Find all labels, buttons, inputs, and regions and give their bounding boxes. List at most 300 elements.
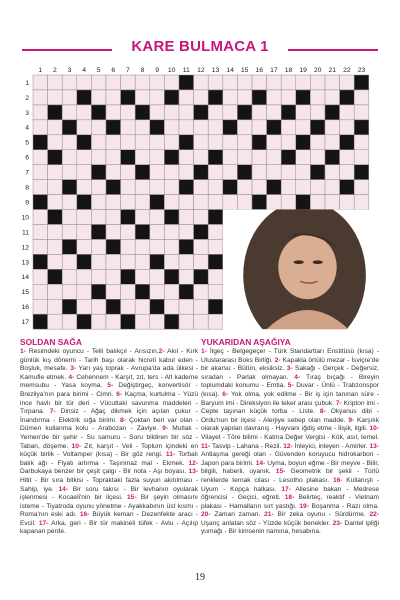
grid-cell[interactable]	[135, 120, 150, 135]
black-cell	[62, 180, 77, 195]
grid-cell[interactable]	[48, 299, 63, 314]
black-cell	[194, 105, 209, 120]
grid-cell[interactable]	[296, 75, 311, 90]
grid-cell[interactable]	[164, 75, 179, 90]
grid-cell[interactable]	[48, 254, 63, 269]
grid-cell[interactable]	[62, 90, 77, 105]
black-cell	[135, 105, 150, 120]
clue-number: 23-	[332, 519, 343, 527]
grid-cell[interactable]	[150, 284, 165, 299]
puzzle-title: KARE BULMACA 1	[131, 38, 269, 55]
grid-cell[interactable]	[325, 75, 340, 90]
grid-cell[interactable]	[48, 239, 63, 254]
grid-cell[interactable]	[310, 180, 325, 195]
row-number: 1	[25, 79, 29, 87]
grid-cell[interactable]	[223, 165, 238, 180]
grid-cell[interactable]	[208, 75, 223, 90]
grid-cell[interactable]	[340, 195, 355, 210]
col-number: 23	[357, 67, 366, 74]
grid-cell[interactable]	[91, 195, 106, 210]
grid-cell[interactable]	[267, 90, 282, 105]
grid-cell[interactable]	[62, 269, 77, 284]
clue-text: Geometrik bir şekil - Türlü renklerde ternak cilası - Lesotho plakası.	[201, 468, 379, 484]
grid-cell[interactable]	[150, 225, 165, 240]
col-number: 19	[299, 67, 307, 74]
grid-cell[interactable]	[252, 165, 267, 180]
clue-text: Vilayet - Töre bilimi - Katma Değer Vergisi - Kök, asıl, temel.	[201, 433, 379, 441]
grid-cell[interactable]	[179, 150, 194, 165]
grid-cell[interactable]	[135, 180, 150, 195]
grid-cell[interactable]	[121, 120, 136, 135]
grid-cell[interactable]	[33, 239, 48, 254]
grid-cell[interactable]	[150, 105, 165, 120]
grid-cell[interactable]	[223, 135, 238, 150]
down-heading: YUKARIDAN AŞAĞIYA	[201, 337, 291, 347]
grid-cell[interactable]	[164, 254, 179, 269]
grid-cell[interactable]	[281, 120, 296, 135]
grid-cell[interactable]	[179, 165, 194, 180]
grid-cell[interactable]	[164, 165, 179, 180]
black-cell	[223, 180, 238, 195]
grid-cell[interactable]	[91, 150, 106, 165]
grid-cell[interactable]	[179, 299, 194, 314]
grid-cell[interactable]	[296, 105, 311, 120]
grid-cell[interactable]	[340, 150, 355, 165]
grid-cell[interactable]	[252, 75, 267, 90]
clue-number: 15-	[127, 494, 137, 502]
grid-cell[interactable]	[135, 135, 150, 150]
grid-cell[interactable]	[106, 195, 121, 210]
black-cell	[252, 135, 267, 150]
grid-cell[interactable]	[340, 165, 355, 180]
grid-cell[interactable]	[135, 269, 150, 284]
grid-cell[interactable]	[354, 180, 369, 195]
clue-number: 3-	[286, 365, 293, 373]
grid-cell[interactable]	[310, 135, 325, 150]
grid-cell[interactable]	[296, 150, 311, 165]
grid-cell[interactable]	[48, 284, 63, 299]
grid-cell[interactable]	[164, 195, 179, 210]
grid-cell[interactable]	[150, 269, 165, 284]
grid-cell[interactable]	[150, 165, 165, 180]
grid-cell[interactable]	[208, 105, 223, 120]
grid-cell[interactable]	[194, 75, 209, 90]
row-number: 7	[25, 169, 29, 177]
grid-cell[interactable]	[77, 120, 92, 135]
grid-cell[interactable]	[208, 120, 223, 135]
grid-cell[interactable]	[194, 150, 209, 165]
clue-number: 15-	[275, 468, 286, 476]
grid-cell[interactable]	[223, 90, 238, 105]
grid-cell[interactable]	[208, 195, 223, 210]
black-cell	[340, 90, 355, 105]
black-cell	[296, 195, 311, 210]
grid-cell[interactable]	[77, 225, 92, 240]
grid-cell[interactable]	[237, 135, 252, 150]
black-cell	[354, 75, 369, 90]
clue-text: Zıt, karşıt - Veli - Toplum içindeki en küçük birlik - Voltamper (kısa) - Bir göz rengi.	[20, 442, 198, 459]
grid-cell[interactable]	[106, 105, 121, 120]
grid-cell[interactable]	[194, 195, 209, 210]
grid-cell[interactable]	[62, 75, 77, 90]
black-cell	[77, 135, 92, 150]
grid-cell[interactable]	[150, 314, 165, 329]
grid-cell[interactable]	[223, 195, 238, 210]
grid-cell[interactable]	[164, 299, 179, 314]
grid-cell[interactable]	[208, 314, 223, 329]
grid-cell[interactable]	[121, 239, 136, 254]
grid-cell[interactable]	[164, 225, 179, 240]
grid-cell[interactable]	[267, 75, 282, 90]
grid-cell[interactable]	[237, 75, 252, 90]
clue-number: 8-	[119, 416, 126, 424]
grid-cell[interactable]	[106, 210, 121, 225]
grid-cell[interactable]	[164, 284, 179, 299]
grid-cell[interactable]	[77, 210, 92, 225]
grid-cell[interactable]	[48, 195, 63, 210]
grid-cell[interactable]	[33, 150, 48, 165]
grid-cell[interactable]	[354, 135, 369, 150]
clue-number: 14-	[58, 485, 68, 493]
grid-cell[interactable]	[208, 269, 223, 284]
grid-cell[interactable]	[121, 225, 136, 240]
grid-cell[interactable]	[252, 180, 267, 195]
grid-cell[interactable]	[354, 195, 369, 210]
clue-text: Hitit - Bir sıra bitkisi - Topraktaki fazla suyun akıtılması - Sahip, iye.	[20, 476, 198, 493]
grid-cell[interactable]	[194, 284, 209, 299]
grid-cell[interactable]	[135, 314, 150, 329]
grid-cell[interactable]	[135, 299, 150, 314]
grid-cell[interactable]	[135, 239, 150, 254]
grid-cell[interactable]	[296, 120, 311, 135]
grid-cell[interactable]	[62, 210, 77, 225]
col-number: 14	[226, 67, 234, 74]
grid-cell[interactable]	[121, 195, 136, 210]
grid-cell[interactable]	[179, 120, 194, 135]
grid-cell[interactable]	[135, 150, 150, 165]
black-cell	[208, 90, 223, 105]
col-number: 4	[82, 67, 86, 74]
grid-cell[interactable]	[77, 75, 92, 90]
grid-cell[interactable]	[62, 165, 77, 180]
grid-cell[interactable]	[121, 75, 136, 90]
grid-cell[interactable]	[33, 299, 48, 314]
black-cell	[281, 105, 296, 120]
grid-cell[interactable]	[194, 299, 209, 314]
grid-cell[interactable]	[91, 299, 106, 314]
grid-cell[interactable]	[106, 90, 121, 105]
grid-cell[interactable]	[354, 90, 369, 105]
black-cell	[237, 105, 252, 120]
clue-text: Büyük keman - Dezenfekte aracı - Evcil.	[20, 511, 199, 527]
grid-cell[interactable]	[237, 150, 252, 165]
grid-cell[interactable]	[48, 90, 63, 105]
grid-cell[interactable]	[48, 120, 63, 135]
grid-cell[interactable]	[48, 225, 63, 240]
grid-cell[interactable]	[281, 90, 296, 105]
grid-cell[interactable]	[164, 135, 179, 150]
col-number: 13	[211, 67, 220, 74]
grid-cell[interactable]	[91, 254, 106, 269]
grid-cell[interactable]	[208, 225, 223, 240]
grid-cell[interactable]	[252, 150, 267, 165]
grid-cell[interactable]	[91, 120, 106, 135]
grid-cell[interactable]	[267, 105, 282, 120]
black-cell	[150, 299, 165, 314]
grid-cell[interactable]	[62, 150, 77, 165]
grid-cell[interactable]	[33, 120, 48, 135]
clue-number: 9-	[348, 416, 355, 424]
grid-cell[interactable]	[252, 120, 267, 135]
clue-number: 2-	[274, 356, 281, 364]
grid-cell[interactable]	[135, 254, 150, 269]
grid-cell[interactable]	[267, 150, 282, 165]
black-cell	[164, 314, 179, 329]
black-cell	[135, 165, 150, 180]
grid-cell[interactable]	[91, 314, 106, 329]
grid-cell[interactable]	[33, 269, 48, 284]
grid-cell[interactable]	[77, 239, 92, 254]
grid-cell[interactable]	[354, 150, 369, 165]
grid-cell[interactable]	[150, 180, 165, 195]
grid-cell[interactable]	[106, 135, 121, 150]
grid-cell[interactable]	[208, 135, 223, 150]
grid-cell[interactable]	[179, 269, 194, 284]
grid-cell[interactable]	[121, 180, 136, 195]
grid-cell[interactable]	[208, 165, 223, 180]
grid-cell[interactable]	[340, 75, 355, 90]
grid-cell[interactable]	[77, 150, 92, 165]
grid-cell[interactable]	[325, 195, 340, 210]
grid-cell[interactable]	[91, 90, 106, 105]
grid-cell[interactable]	[33, 210, 48, 225]
grid-cell[interactable]	[325, 135, 340, 150]
black-cell	[33, 195, 48, 210]
grid-cell[interactable]	[62, 254, 77, 269]
grid-cell[interactable]	[179, 225, 194, 240]
black-cell	[121, 210, 136, 225]
grid-cell[interactable]	[237, 90, 252, 105]
grid-cell[interactable]	[106, 225, 121, 240]
grid-cell[interactable]	[150, 150, 165, 165]
grid-cell[interactable]	[325, 165, 340, 180]
grid-cell[interactable]	[310, 90, 325, 105]
grid-cell[interactable]	[281, 195, 296, 210]
grid-cell[interactable]	[310, 75, 325, 90]
grid-cell[interactable]	[281, 75, 296, 90]
grid-cell[interactable]	[106, 254, 121, 269]
grid-cell[interactable]	[150, 135, 165, 150]
grid-cell[interactable]	[77, 299, 92, 314]
grid-cell[interactable]	[135, 90, 150, 105]
clue-text: Mutlak - Yemen'de bir şehir - Su samuru - Soru bildiren bir söz - Taban, döşeme.	[20, 425, 199, 450]
col-number: 16	[255, 67, 264, 74]
grid-cell[interactable]	[135, 195, 150, 210]
clue-text: Çoktan beri var olan - Dümen kullanma kolu - Arabozan - Zaviye.	[20, 416, 198, 433]
grid-cell[interactable]	[252, 105, 267, 120]
grid-cell[interactable]	[340, 105, 355, 120]
grid-cell[interactable]	[281, 165, 296, 180]
grid-cell[interactable]	[33, 284, 48, 299]
row-number: 17	[21, 319, 29, 327]
grid-cell[interactable]	[91, 180, 106, 195]
grid-cell[interactable]	[106, 269, 121, 284]
col-number: 12	[197, 67, 205, 74]
grid-cell[interactable]	[164, 180, 179, 195]
grid-cell[interactable]	[77, 284, 92, 299]
black-cell	[91, 105, 106, 120]
clue-text: Bir soru takısı - Bir levhanın oyularak işlenmesi - Kocaeli'nin bir ilçesi.	[20, 485, 199, 502]
grid-cell[interactable]	[33, 90, 48, 105]
grid-cell[interactable]	[194, 135, 209, 150]
grid-cell[interactable]	[237, 195, 252, 210]
clue-text: Okyanus dibi - Ordu'nun bir ilçesi - Alerjiye sebep olan madde.	[201, 408, 379, 424]
grid-cell[interactable]	[194, 314, 209, 329]
grid-cell[interactable]	[325, 90, 340, 105]
grid-cell[interactable]	[48, 180, 63, 195]
grid-cell[interactable]	[48, 165, 63, 180]
black-cell	[150, 120, 165, 135]
across-clue-list	[20, 348, 198, 537]
grid-cell[interactable]	[121, 135, 136, 150]
grid-cell[interactable]	[77, 269, 92, 284]
grid-cell[interactable]	[223, 105, 238, 120]
grid-cell[interactable]	[48, 135, 63, 150]
grid-cell[interactable]	[77, 180, 92, 195]
grid-cell[interactable]	[62, 105, 77, 120]
black-cell	[121, 150, 136, 165]
row-number: 11	[21, 229, 29, 237]
grid-cell[interactable]	[121, 299, 136, 314]
grid-cell[interactable]	[106, 314, 121, 329]
grid-cell[interactable]	[33, 180, 48, 195]
grid-cell[interactable]	[194, 254, 209, 269]
grid-cell[interactable]	[77, 165, 92, 180]
grid-cell[interactable]	[91, 210, 106, 225]
clue-text: Uyma, boyun eğme - Bir meyve - Bilir, bilgili, haberli, uyanık.	[201, 459, 379, 476]
grid-cell[interactable]	[150, 210, 165, 225]
grid-cell[interactable]	[325, 180, 340, 195]
grid-cell[interactable]	[48, 314, 63, 329]
grid-cell[interactable]	[150, 239, 165, 254]
row-number: 15	[21, 289, 29, 297]
grid-cell[interactable]	[91, 269, 106, 284]
grid-cell[interactable]	[135, 210, 150, 225]
clue-text: Bir zeka oyunu - Sürdürme.	[273, 511, 370, 519]
grid-cell[interactable]	[150, 75, 165, 90]
black-cell	[106, 180, 121, 195]
grid-cell[interactable]	[208, 284, 223, 299]
grid-cell[interactable]	[179, 254, 194, 269]
black-cell	[252, 90, 267, 105]
grid-cell[interactable]	[62, 284, 77, 299]
grid-cell[interactable]	[121, 105, 136, 120]
grid-cell[interactable]	[354, 105, 369, 120]
grid-cell[interactable]	[150, 90, 165, 105]
grid-cell[interactable]	[62, 195, 77, 210]
grid-cell[interactable]	[164, 239, 179, 254]
grid-cell[interactable]	[310, 150, 325, 165]
clue-number: 7-	[49, 408, 56, 416]
grid-cell[interactable]	[194, 239, 209, 254]
row-number: 16	[21, 304, 29, 312]
grid-cell[interactable]	[179, 314, 194, 329]
grid-cell[interactable]	[33, 105, 48, 120]
grid-cell[interactable]	[208, 239, 223, 254]
black-cell	[267, 120, 282, 135]
black-cell	[33, 314, 48, 329]
grid-cell[interactable]	[179, 90, 194, 105]
grid-cell[interactable]	[33, 165, 48, 180]
grid-cell[interactable]	[267, 135, 282, 150]
grid-cell[interactable]	[121, 254, 136, 269]
grid-cell[interactable]	[223, 150, 238, 165]
grid-cell[interactable]	[194, 210, 209, 225]
grid-cell[interactable]	[194, 180, 209, 195]
grid-cell[interactable]	[194, 90, 209, 105]
grid-cell[interactable]	[77, 105, 92, 120]
grid-cell[interactable]	[106, 165, 121, 180]
col-number: 11	[182, 67, 190, 74]
grid-cell[interactable]	[121, 284, 136, 299]
black-cell	[150, 254, 165, 269]
clue-number: 12-	[188, 459, 198, 467]
clue-number: 13-	[188, 468, 198, 476]
grid-cell[interactable]	[325, 120, 340, 135]
grid-cell[interactable]	[179, 105, 194, 120]
grid-cell[interactable]	[164, 120, 179, 135]
down-clue-list	[201, 348, 379, 537]
grid-cell[interactable]	[106, 284, 121, 299]
grid-cell[interactable]	[62, 135, 77, 150]
grid-cell[interactable]	[91, 75, 106, 90]
clue-text: Yarı yaş toprak - Avrupa'da ada ülkesi - Kamufle etmek.	[20, 365, 199, 381]
grid-cell[interactable]	[164, 105, 179, 120]
col-number: 18	[284, 67, 293, 74]
grid-cell[interactable]	[121, 165, 136, 180]
grid-cell[interactable]	[267, 195, 282, 210]
grid-cell[interactable]	[223, 75, 238, 90]
grid-cell[interactable]	[267, 165, 282, 180]
grid-cell[interactable]	[310, 195, 325, 210]
grid-cell[interactable]	[48, 75, 63, 90]
grid-cell[interactable]	[281, 180, 296, 195]
grid-cell[interactable]	[179, 195, 194, 210]
grid-cell[interactable]	[310, 105, 325, 120]
grid-cell[interactable]	[91, 135, 106, 150]
grid-cell[interactable]	[194, 120, 209, 135]
grid-cell[interactable]	[106, 150, 121, 165]
grid-cell[interactable]	[135, 75, 150, 90]
grid-cell[interactable]	[340, 120, 355, 135]
grid-cell[interactable]	[33, 225, 48, 240]
grid-cell[interactable]	[281, 135, 296, 150]
row-number: 14	[21, 274, 29, 282]
grid-cell[interactable]	[296, 180, 311, 195]
grid-cell[interactable]	[62, 314, 77, 329]
clue-number: 1-	[201, 348, 207, 355]
grid-cell[interactable]	[296, 165, 311, 180]
grid-cell[interactable]	[33, 75, 48, 90]
grid-cell[interactable]	[237, 180, 252, 195]
grid-cell[interactable]	[62, 225, 77, 240]
grid-cell[interactable]	[91, 239, 106, 254]
grid-cell[interactable]	[208, 180, 223, 195]
clue-number: 7-	[335, 399, 342, 407]
grid-cell[interactable]	[179, 210, 194, 225]
grid-cell[interactable]	[106, 75, 121, 90]
grid-cell[interactable]	[237, 120, 252, 135]
